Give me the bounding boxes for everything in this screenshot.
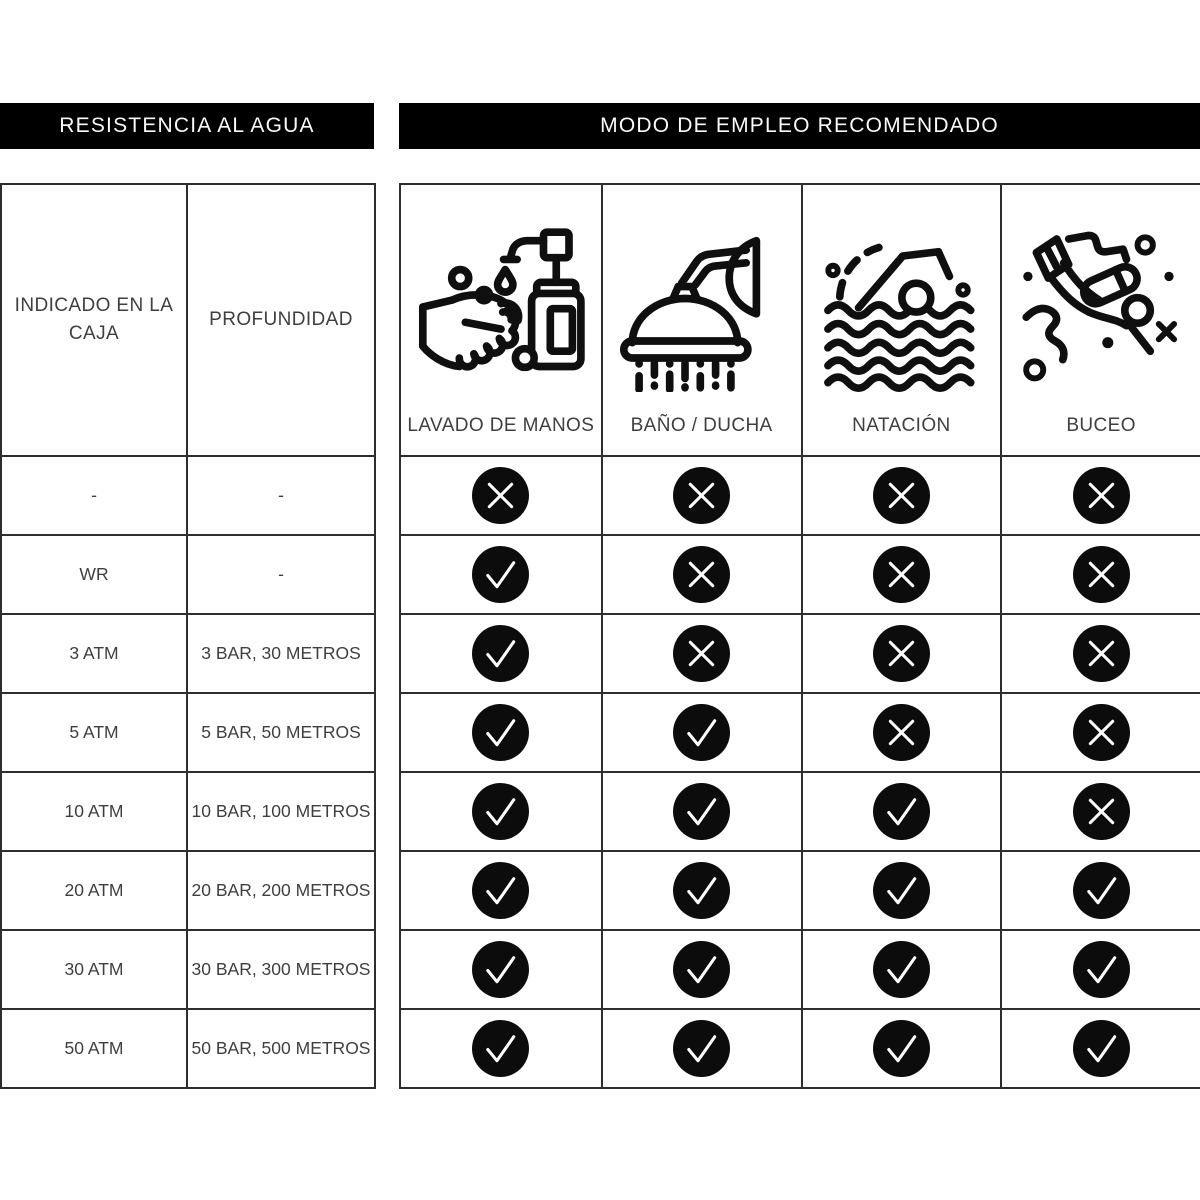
- activity-header-buceo: [1000, 185, 1200, 455]
- profundidad-value: -: [186, 455, 374, 534]
- activity-header-bano-ducha: [601, 185, 801, 455]
- activity-label-buceo: BUCEO: [1066, 415, 1136, 436]
- usage-mark: [401, 771, 601, 850]
- recommended-use-header-bar: [399, 103, 1200, 149]
- usage-mark: [1000, 850, 1200, 929]
- check-icon: [472, 941, 529, 998]
- usage-mark: [801, 613, 1001, 692]
- check-icon: [1073, 941, 1130, 998]
- profundidad-value: 50 BAR, 500 METROS: [186, 1008, 374, 1087]
- column-header-indicado-en-la-caja: INDICADO EN LA CAJA: [14, 294, 174, 344]
- profundidad-value: 10 BAR, 100 METROS: [186, 771, 374, 850]
- recommended-use-table: [399, 183, 1200, 1089]
- activity-label-bano-ducha: BAÑO / DUCHA: [630, 415, 773, 436]
- caja-value: 3 ATM: [2, 613, 186, 692]
- cross-icon: [873, 625, 930, 682]
- profundidad-value: 3 BAR, 30 METROS: [186, 613, 374, 692]
- check-icon: [873, 783, 930, 840]
- check-icon: [1073, 862, 1130, 919]
- check-icon: [673, 941, 730, 998]
- check-icon: [472, 1020, 529, 1077]
- cross-icon: [673, 467, 730, 524]
- usage-mark: [1000, 771, 1200, 850]
- check-icon: [1073, 1020, 1130, 1077]
- usage-mark: [801, 455, 1001, 534]
- usage-mark: [1000, 929, 1200, 1008]
- usage-mark: [1000, 1008, 1200, 1087]
- profundidad-value: 30 BAR, 300 METROS: [186, 929, 374, 1008]
- usage-mark: [1000, 613, 1200, 692]
- shower-icon: [617, 222, 787, 392]
- cross-icon: [1073, 467, 1130, 524]
- check-icon: [472, 546, 529, 603]
- usage-mark: [401, 929, 601, 1008]
- cross-icon: [1073, 546, 1130, 603]
- water-resistance-table: [0, 183, 376, 1089]
- caja-value: WR: [2, 534, 186, 613]
- check-icon: [673, 783, 730, 840]
- cross-icon: [472, 467, 529, 524]
- handwash-icon: [416, 222, 586, 392]
- usage-mark: [601, 613, 801, 692]
- profundidad-value: 5 BAR, 50 METROS: [186, 692, 374, 771]
- usage-mark: [401, 455, 601, 534]
- caja-value: 20 ATM: [2, 850, 186, 929]
- check-icon: [472, 625, 529, 682]
- check-icon: [873, 862, 930, 919]
- recommended-use-title: MODO DE EMPLEO RECOMENDADO: [600, 114, 999, 137]
- usage-mark: [601, 455, 801, 534]
- cross-icon: [873, 467, 930, 524]
- usage-mark: [801, 692, 1001, 771]
- usage-mark: [601, 692, 801, 771]
- cross-icon: [1073, 625, 1130, 682]
- caja-value: 5 ATM: [2, 692, 186, 771]
- caja-value: 50 ATM: [2, 1008, 186, 1087]
- usage-mark: [601, 534, 801, 613]
- activity-header-lavado-de-manos: [401, 185, 601, 455]
- check-icon: [673, 862, 730, 919]
- column-header-profundidad: PROFUNDIDAD: [186, 185, 374, 455]
- cross-icon: [873, 704, 930, 761]
- cross-icon: [1073, 704, 1130, 761]
- usage-mark: [601, 1008, 801, 1087]
- usage-mark: [401, 613, 601, 692]
- caja-value: 10 ATM: [2, 771, 186, 850]
- usage-mark: [801, 771, 1001, 850]
- activity-label-lavado-de-manos: LAVADO DE MANOS: [407, 415, 595, 436]
- caja-value: -: [2, 455, 186, 534]
- usage-mark: [801, 534, 1001, 613]
- caja-value: 30 ATM: [2, 929, 186, 1008]
- check-icon: [472, 862, 529, 919]
- check-icon: [472, 783, 529, 840]
- usage-mark: [601, 850, 801, 929]
- swimming-icon: [816, 222, 986, 392]
- profundidad-value: 20 BAR, 200 METROS: [186, 850, 374, 929]
- usage-mark: [1000, 534, 1200, 613]
- cross-icon: [673, 546, 730, 603]
- usage-mark: [801, 850, 1001, 929]
- usage-mark: [601, 771, 801, 850]
- cross-icon: [673, 625, 730, 682]
- scuba-diving-icon: [1016, 222, 1186, 392]
- check-icon: [472, 704, 529, 761]
- activity-label-natacion: NATACIÓN: [852, 415, 951, 436]
- usage-mark: [401, 1008, 601, 1087]
- profundidad-value: -: [186, 534, 374, 613]
- activity-header-natacion: [801, 185, 1001, 455]
- check-icon: [873, 1020, 930, 1077]
- usage-mark: [1000, 455, 1200, 534]
- usage-mark: [601, 929, 801, 1008]
- water-resistance-header-bar: [0, 103, 374, 149]
- cross-icon: [1073, 783, 1130, 840]
- check-icon: [873, 941, 930, 998]
- usage-mark: [801, 929, 1001, 1008]
- check-icon: [673, 704, 730, 761]
- usage-mark: [401, 850, 601, 929]
- water-resistance-title: RESISTENCIA AL AGUA: [59, 114, 315, 137]
- usage-mark: [401, 534, 601, 613]
- usage-mark: [801, 1008, 1001, 1087]
- usage-mark: [1000, 692, 1200, 771]
- cross-icon: [873, 546, 930, 603]
- usage-mark: [401, 692, 601, 771]
- check-icon: [673, 1020, 730, 1077]
